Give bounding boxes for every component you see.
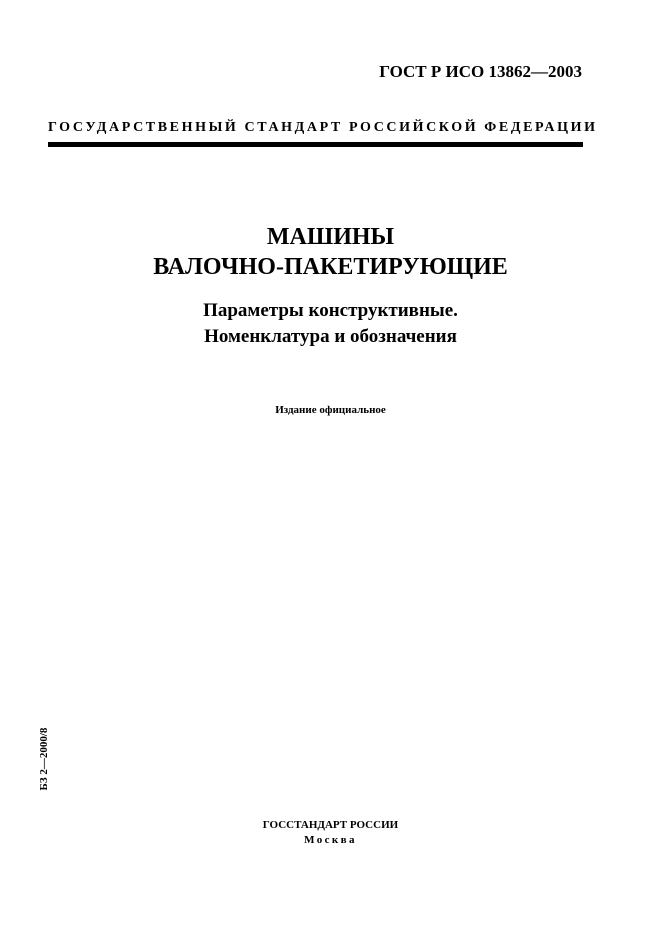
publisher-name: ГОССТАНДАРТ РОССИИ <box>262 819 399 831</box>
document-code: ГОСТ Р ИСО 13862—2003 <box>379 62 582 81</box>
edition-note: Издание официальное <box>275 404 386 416</box>
publisher-block <box>0 818 661 848</box>
header-divider <box>48 142 583 147</box>
subtitle-line-2: Номенклатура и обозначения <box>204 326 457 347</box>
title-line-1: МАШИНЫ <box>266 224 395 250</box>
subtitle-line-1: Параметры конструктивные. <box>203 300 458 321</box>
document-subtitle <box>0 298 661 350</box>
standard-header: ГОСУДАРСТВЕННЫЙ СТАНДАРТ РОССИЙСКОЙ ФЕДЕРАЦИИ <box>48 120 598 135</box>
title-line-2: ВАЛОЧНО-ПАКЕТИРУЮЩИЕ <box>153 254 508 280</box>
side-registration-mark: БЗ 2—2000/8 <box>38 727 50 791</box>
publisher-city: Москва <box>304 834 357 846</box>
document-title <box>0 222 661 282</box>
